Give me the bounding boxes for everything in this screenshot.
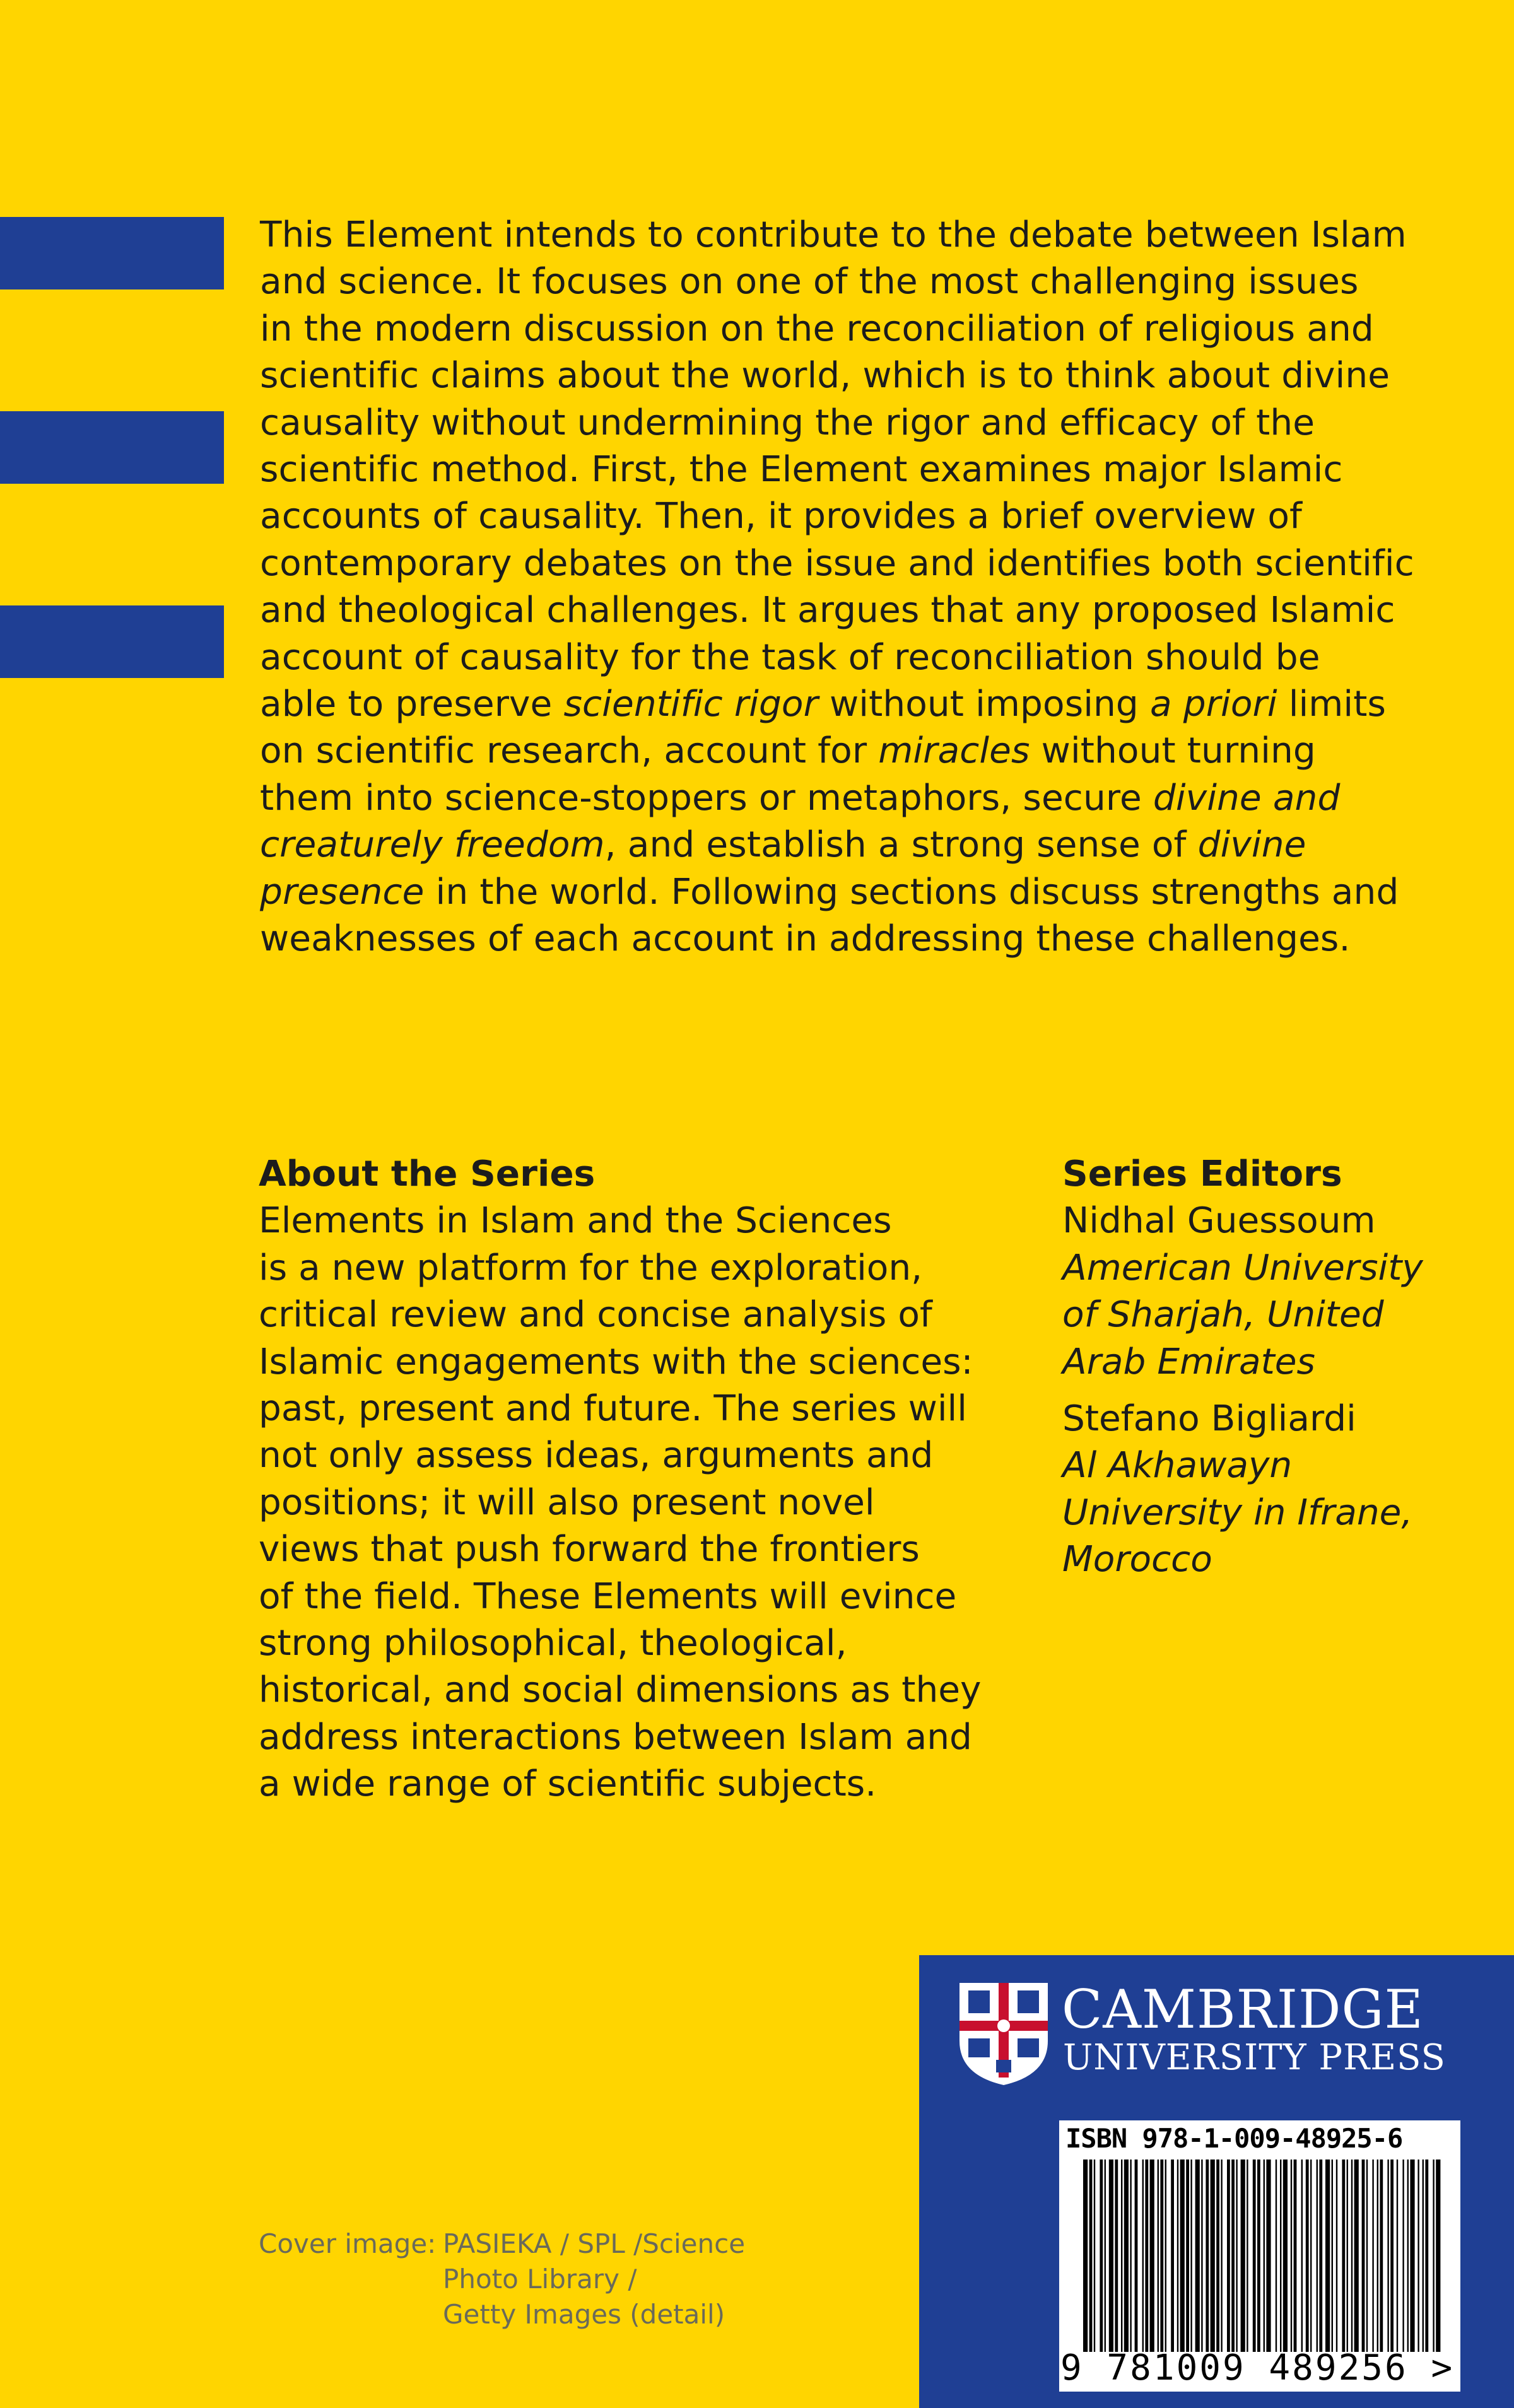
barcode-bar [1253, 2160, 1256, 2352]
about-series-heading: About the Series [259, 1154, 596, 1195]
description-line: account of causality for the task of reconciliation should be [260, 636, 1320, 678]
publisher-name: CAMBRIDGE [1062, 1978, 1424, 2040]
text-run: able to preserve [260, 684, 564, 725]
barcode-bar [1171, 2160, 1174, 2352]
barcode-bar [1094, 2160, 1095, 2352]
credit-row [259, 2297, 826, 2332]
barcode-bar [1257, 2160, 1260, 2352]
barcode-bar [1283, 2160, 1288, 2352]
barcode-bar [1247, 2160, 1248, 2352]
barcode-bar [1083, 2160, 1088, 2352]
credit-line: PASIEKA / SPL /Science [443, 2228, 746, 2259]
barcode-bar [1142, 2160, 1144, 2352]
barcode-bar [1387, 2160, 1388, 2352]
barcode-bar [1100, 2160, 1103, 2352]
about-line: address interactions between Islam and [259, 1716, 972, 1758]
description-line: accounts of causality. Then, it provides a brief overview of [260, 496, 1303, 537]
editor-affiliation: American University [1062, 1247, 1423, 1289]
about-line: not only assess ideas, arguments and [259, 1435, 934, 1476]
editor-name: Stefano Bigliardi [1062, 1398, 1356, 1440]
barcode-bar [1351, 2160, 1353, 2352]
barcode-bar [1342, 2160, 1345, 2352]
decorative-stripe-3 [0, 605, 224, 678]
text-run: in the world. Following sections discuss strengths and [424, 871, 1399, 913]
text-run: limits [1277, 684, 1387, 725]
editor-affiliation: Morocco [1062, 1539, 1212, 1581]
credit-row [259, 2226, 826, 2262]
barcode-bar [1294, 2160, 1297, 2352]
description-line [260, 869, 1446, 916]
emphasis-text: divine and [1153, 777, 1341, 819]
description-line [260, 681, 1446, 728]
barcode-bar [1397, 2160, 1398, 2352]
description-line [260, 728, 1446, 774]
barcode-bar [1150, 2160, 1154, 2352]
description-line: in the modern discussion on the reconciliation of religious and [260, 308, 1374, 349]
barcode-bar [1231, 2160, 1235, 2352]
description-line: causality without undermining the rigor and efficacy of the [260, 402, 1315, 443]
about-line: positions; it will also present novel [259, 1482, 875, 1523]
barcode-bar [1390, 2160, 1394, 2352]
about-line: is a new platform for the exploration, [259, 1247, 923, 1289]
emphasis-text: miracles [878, 730, 1030, 772]
barcode-bar [1336, 2160, 1337, 2352]
series-editors-heading: Series Editors [1062, 1154, 1342, 1195]
barcode-bar [1216, 2160, 1219, 2352]
description-line: scientific claims about the world, which is to think about divine [260, 355, 1390, 397]
barcode-bar [1236, 2160, 1237, 2352]
barcode-bar [1372, 2160, 1373, 2352]
barcode-bar [1319, 2160, 1322, 2352]
about-line: past, present and future. The series will [259, 1388, 967, 1430]
credit-row [259, 2262, 826, 2297]
cambridge-crest-icon [957, 1980, 1050, 2088]
barcode-bar [1241, 2160, 1245, 2352]
barcode-bar [1402, 2160, 1404, 2352]
description-line [260, 775, 1446, 822]
about-series-section [259, 1151, 1016, 1808]
text-run: on scientific research, account for [260, 730, 879, 772]
editor-affiliation: Al Akhawayn [1062, 1445, 1293, 1487]
cover-image-credit [259, 2226, 826, 2332]
text-run: them into science-stoppers or metaphors, secure [260, 777, 1153, 819]
publisher-panel [919, 1955, 1514, 2408]
emphasis-text: presence [260, 871, 425, 913]
description-line: and science. It focuses on one of the most challenging issues [260, 261, 1359, 303]
editor-affiliation: University in Ifrane, [1062, 1492, 1413, 1533]
barcode-bar [1423, 2160, 1424, 2352]
barcode-bar [1325, 2160, 1330, 2352]
about-line: historical, and social dimensions as they [259, 1669, 982, 1711]
series-editors-section [1062, 1151, 1504, 1584]
barcode-bar [1186, 2160, 1189, 2352]
barcode-bar [1354, 2160, 1359, 2352]
barcode-bar [1145, 2160, 1148, 2352]
credit-line: Getty Images (detail) [443, 2299, 725, 2330]
barcode-bar [1264, 2160, 1265, 2352]
barcode-bar [1317, 2160, 1318, 2352]
barcode-bar [1121, 2160, 1122, 2352]
barcode-bar [1115, 2160, 1118, 2352]
about-line: of the field. These Elements will evince [259, 1575, 957, 1617]
barcode-bar [1410, 2160, 1414, 2352]
about-line: strong philosophical, theological, [259, 1623, 847, 1664]
book-description [260, 212, 1446, 963]
about-line: a wide range of scientific subjects. [259, 1763, 877, 1805]
credit-spacer [259, 2262, 443, 2297]
emphasis-text: a priori [1149, 684, 1277, 725]
barcode-bar [1177, 2160, 1178, 2352]
barcode-bar [1227, 2160, 1230, 2352]
decorative-stripe-2 [0, 411, 224, 484]
barcode-bar [1425, 2160, 1428, 2352]
barcode-bar [1165, 2160, 1166, 2352]
barcode-bar [1221, 2160, 1222, 2352]
barcode-digits: 9 781009 489256 > [1060, 2347, 1455, 2388]
isbn-barcode-panel [1059, 2120, 1460, 2392]
barcode-bar [1158, 2160, 1159, 2352]
credit-line: Photo Library / [443, 2264, 637, 2294]
barcode-bar [1380, 2160, 1383, 2352]
barcode-bar [1276, 2160, 1277, 2352]
about-line: Elements in Islam and the Sciences [259, 1200, 892, 1242]
description-line: and theological challenges. It argues that any proposed Islamic [260, 590, 1395, 631]
barcode-bar [1124, 2160, 1129, 2352]
barcode-bar [1433, 2160, 1434, 2352]
barcode-bar [1301, 2160, 1303, 2352]
description-line: contemporary debates on the issue and identifies both scientific [260, 542, 1414, 584]
barcode-bar [1291, 2160, 1292, 2352]
barcode-bar [1201, 2160, 1202, 2352]
barcode-bar [1332, 2160, 1333, 2352]
decorative-stripe-1 [0, 217, 224, 289]
isbn-number: ISBN 978-1-009-48925-6 [1065, 2123, 1403, 2154]
text-run: without imposing [818, 684, 1150, 725]
barcode-bar [1310, 2160, 1312, 2352]
barcode-bar [1347, 2160, 1348, 2352]
description-line: scientific method. First, the Element examines major Islamic [260, 449, 1343, 491]
description-line [260, 822, 1446, 868]
editor-affiliation: Arab Emirates [1062, 1341, 1315, 1382]
about-line: Islamic engagements with the sciences: [259, 1341, 973, 1382]
barcode-bar [1436, 2160, 1440, 2352]
barcode-bar [1366, 2160, 1368, 2352]
barcode-bar [1105, 2160, 1106, 2352]
barcode-bar [1417, 2160, 1419, 2352]
barcode-bar [1135, 2160, 1138, 2352]
barcode-bar [1266, 2160, 1270, 2352]
barcode-bar [1160, 2160, 1163, 2352]
emphasis-text: creaturely freedom [260, 824, 605, 866]
barcode-bar [1130, 2160, 1131, 2352]
editor-name: Nidhal Guessoum [1062, 1200, 1376, 1242]
text-run: without turning [1030, 730, 1316, 772]
barcode-bar [1211, 2160, 1215, 2352]
barcode-bar [1109, 2160, 1113, 2352]
barcode-bar [1089, 2160, 1093, 2352]
about-line: critical review and concise analysis of [259, 1294, 932, 1336]
description-line: weaknesses of each account in addressing these challenges. [260, 918, 1351, 960]
credit-spacer [259, 2297, 443, 2332]
emphasis-text: divine [1197, 824, 1306, 866]
text-run: , and establish a strong sense of [604, 824, 1198, 866]
barcode-bar [1190, 2160, 1192, 2352]
editor-affiliation: of Sharjah, United [1062, 1294, 1384, 1336]
credit-label: Cover image: [259, 2228, 437, 2259]
barcode-bar [1377, 2160, 1378, 2352]
barcode-bar [1362, 2160, 1365, 2352]
description-line: This Element intends to contribute to the debate between Islam [260, 214, 1407, 255]
barcode-icon [1071, 2160, 1449, 2352]
publisher-subtitle: UNIVERSITY PRESS [1063, 2037, 1446, 2078]
barcode-bar [1195, 2160, 1200, 2352]
spacer [1062, 1386, 1504, 1396]
barcode-bar [1280, 2160, 1281, 2352]
barcode-bar [1407, 2160, 1409, 2352]
barcode-bar [1180, 2160, 1185, 2352]
emphasis-text: scientific rigor [563, 684, 818, 725]
barcode-bar [1206, 2160, 1209, 2352]
barcode-bar [1306, 2160, 1309, 2352]
about-line: views that push forward the frontiers [259, 1529, 920, 1570]
